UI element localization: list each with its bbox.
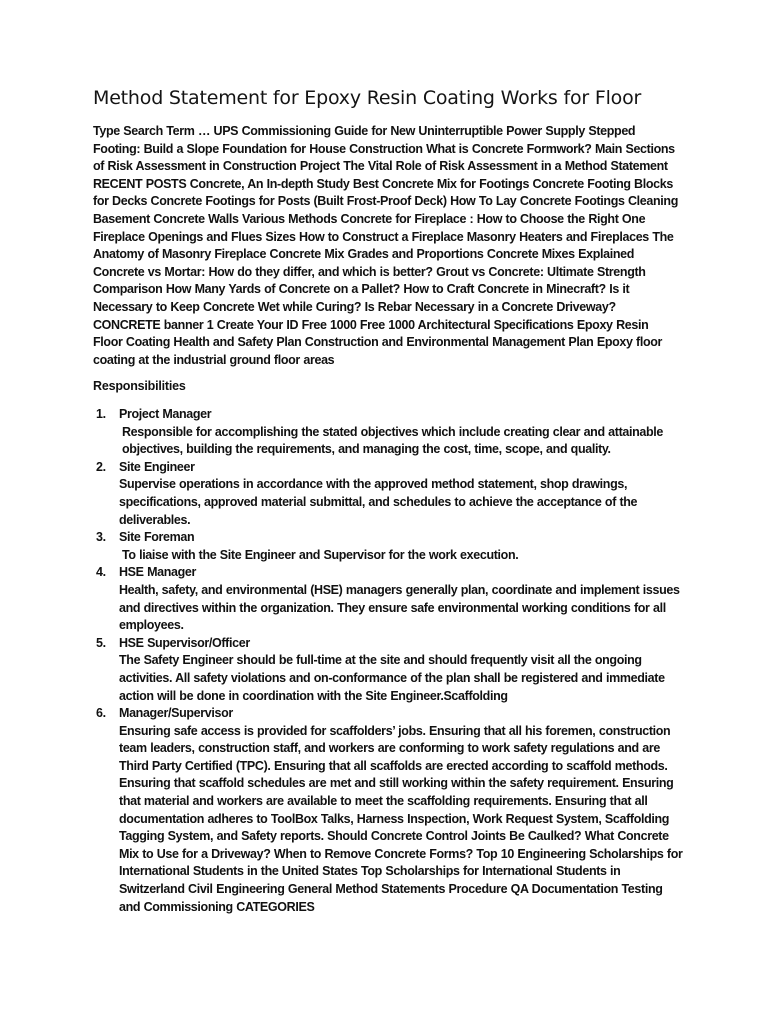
item-role: Site Engineer [119, 459, 195, 474]
list-item [93, 635, 683, 705]
responsibilities-list [93, 406, 683, 916]
item-number: 6. [96, 706, 106, 721]
item-number: 2. [96, 459, 106, 474]
item-role: Site Foreman [119, 530, 195, 545]
item-role: HSE Supervisor/Officer [119, 635, 250, 650]
list-item [93, 406, 683, 459]
item-description: To liaise with the Site Engineer and Supervisor for the work execution. [122, 547, 519, 562]
item-description: Ensuring safe access is provided for scaffolders’ jobs. Ensuring that all his foremen, construction team leaders, construction staff, and workers are conforming to work safety regulations and are Third Party Certified (TPC). Ensuring that all scaffolds are erected according to scaffold methods. Ensuring that scaffold schedules are met and still working within the safety requirement. Ensuring that material and workers are available to meet the scaffolding requirements. Ensuring that all documentation adheres to ToolBox Talks, Harness Inspection, Work Request System, Scaffolding Tagging System, and Safety reports. Should Concrete Control Joints Be Caulked? What Concrete Mix to Use for a Driveway? When to Remove Concrete Forms? Top 10 Engineering Scholarships for International Students in the United States Top Scholarships for International Students in Switzerland Civil Engineering General Method Statements Procedure QA Documentation Testing and Commissioning CATEGORIES [119, 723, 683, 914]
item-role: Project Manager [119, 407, 212, 421]
list-item [93, 564, 683, 634]
item-role: Manager/Supervisor [119, 706, 233, 721]
responsibilities-heading: Responsibilities [93, 379, 186, 393]
item-number: 5. [96, 635, 106, 650]
item-description: Responsible for accomplishing the stated objectives which include creating clear and attainable objectives, building the requirements, and managing the cost, time, scope, and quality. [122, 424, 664, 457]
list-item [93, 529, 683, 564]
document-title: Method Statement for Epoxy Resin Coating Works for Floor [93, 87, 642, 109]
item-description: Supervise operations in accordance with the approved method statement, shop drawings, specifications, approved material submittal, and schedules to achieve the acceptance of the deliverables. [119, 477, 638, 527]
list-item [93, 705, 683, 916]
item-role: HSE Manager [119, 565, 197, 580]
list-item [93, 459, 683, 529]
intro-paragraph: Type Search Term … UPS Commissioning Guide for New Uninterruptible Power Supply Stepped Footing: Build a Slope Foundation for House Construction What is Concrete Formwork? Main Sections of Risk Assessment in Construction Project The Vital Role of Risk Assessment in a Method Statement RECENT POSTS Concrete, An In-depth Study Best Concrete Mix for Footings Concrete Footing Blocks for Decks Concrete Footings for Posts (Built Frost-Proof Deck) How To Lay Concrete Footings Cleaning Basement Concrete Walls Various Methods Concrete for Fireplace : How to Choose the Right One Fireplace Openings and Flues Sizes How to Construct a Fireplace Masonry Heaters and Fireplaces The Anatomy of Masonry Fireplace Concrete Mix Grades and Proportions Concrete Mixes Explained Concrete vs Mortar: How do they differ, and which is better? Grout vs Concrete: Ultimate Strength Comparison How Many Yards of Concrete on a Pallet? How to Craft Concrete in Minecraft? Is it Necessary to Keep Concrete Wet while Curing? Is Rebar Necessary in a Concrete Driveway? CONCRETE banner 1 Create Your ID Free 1000 Free 1000 Architectural Specifications Epoxy Resin Floor Coating Health and Safety Plan Construction and Environmental Management Plan Epoxy floor coating at the industrial ground floor areas [93, 124, 678, 367]
item-description: The Safety Engineer should be full-time at the site and should frequently visit all the ongoing activities. All safety violations and on-conformance of the plan shall be registered and immediate action will be done in coordination with the Site Engineer.Scaffolding [119, 653, 665, 703]
item-number: 1. [96, 407, 106, 421]
item-number: 4. [96, 565, 106, 580]
item-description: Health, safety, and environmental (HSE) managers generally plan, coordinate and implement issues and directives within the organization. They ensure safe environmental working conditions for all employees. [119, 582, 680, 633]
item-number: 3. [96, 530, 106, 545]
